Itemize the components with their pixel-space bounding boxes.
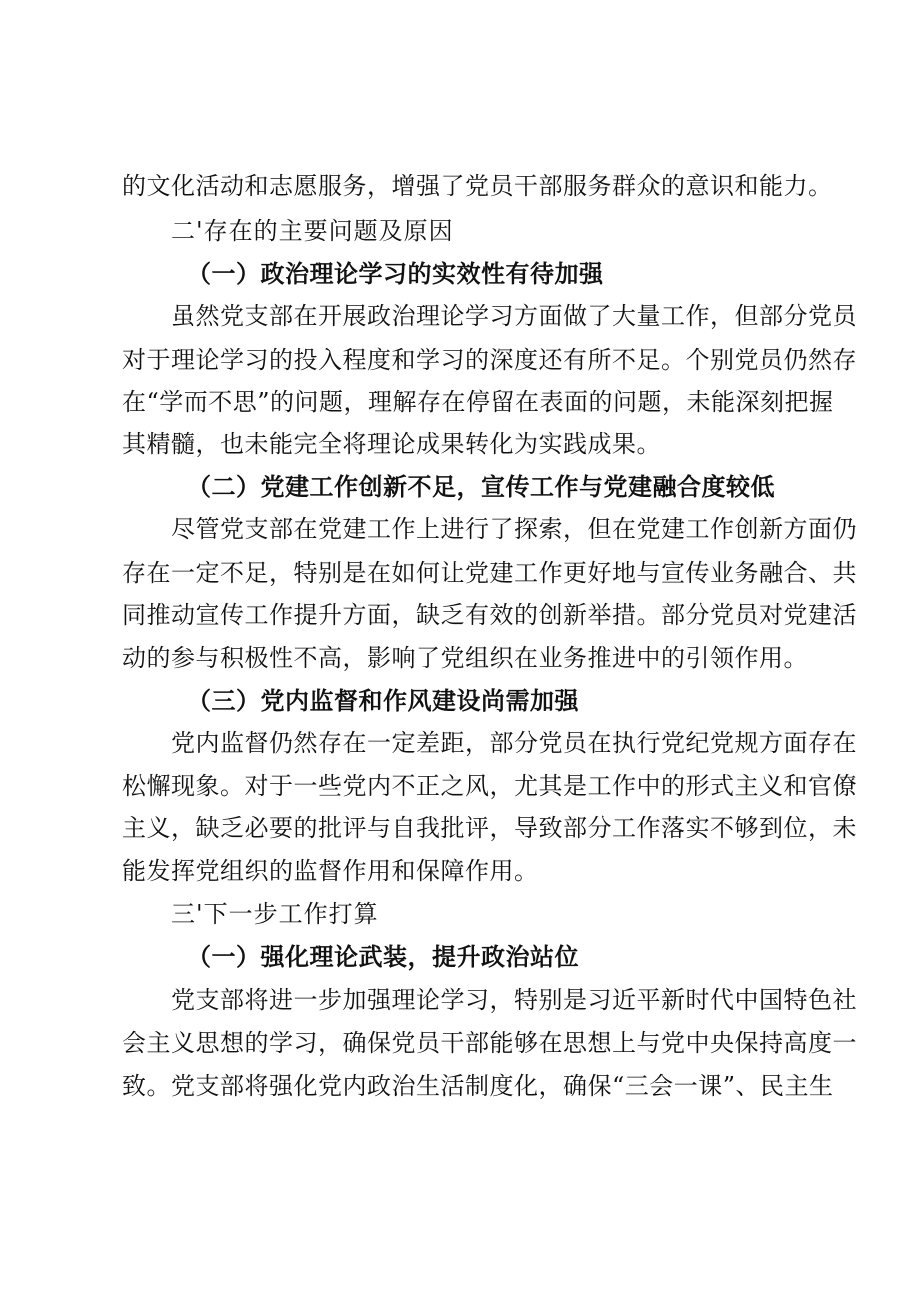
subsection-title: （三）党内监督和作风建设尚需加强 bbox=[187, 686, 579, 715]
paragraph-line: 会主义思想的学习，确保党员干部能够在思想上与党中央保持高度一 bbox=[122, 1029, 857, 1057]
subsection-title: （二）党建工作创新不足，宣传工作与党建融合度较低 bbox=[187, 472, 775, 501]
paragraph-line: 主义，缺乏必要的批评与自我批评，导致部分工作落实不够到位，未 bbox=[122, 814, 857, 842]
subsection-title: （一）强化理论武装，提升政治站位 bbox=[187, 942, 579, 971]
paragraph-line: 其精髓，也未能完全将理论成果转化为实践成果。 bbox=[122, 430, 661, 458]
section-heading: 三'下一步工作打算 bbox=[171, 900, 379, 928]
subsection-title: （一）政治理论学习的实效性有待加强 bbox=[187, 259, 604, 288]
section-heading: 二'存在的主要问题及原因 bbox=[171, 217, 454, 245]
paragraph-line: 党支部将进一步加强理论学习，特别是习近平新时代中国特色社 bbox=[171, 986, 857, 1014]
paragraph-line: 动的参与积极性不高，影响了党组织在业务推进中的引领作用。 bbox=[122, 644, 808, 672]
paragraph-line: 同推动宣传工作提升方面，缺乏有效的创新举措。部分党员对党建活 bbox=[122, 601, 857, 629]
paragraph-line: 对于理论学习的投入程度和学习的深度还有所不足。个别党员仍然存 bbox=[122, 346, 857, 374]
paragraph-line: 党内监督仍然存在一定差距，部分党员在执行党纪党规方面存在 bbox=[171, 729, 857, 757]
paragraph-line: 在“学而不思”的问题，理解存在停留在表面的问题，未能深刻把握 bbox=[122, 388, 834, 416]
paragraph-line: 存在一定不足，特别是在如何让党建工作更好地与宣传业务融合、共 bbox=[122, 559, 857, 587]
paragraph-line: 松懈现象。对于一些党内不正之风，尤其是工作中的形式主义和官僚 bbox=[122, 772, 857, 800]
paragraph-line: 尽管党支部在党建工作上进行了探索，但在党建工作创新方面仍 bbox=[171, 515, 857, 543]
paragraph-line: 致。党支部将强化党内政治生活制度化，确保“三会一课”、民主生 bbox=[122, 1072, 834, 1100]
paragraph-line: 虽然党支部在开展政治理论学习方面做了大量工作，但部分党员 bbox=[171, 302, 857, 330]
paragraph-line: 能发挥党组织的监督作用和保障作用。 bbox=[122, 857, 539, 885]
paragraph-line: 的文化活动和志愿服务，增强了党员干部服务群众的意识和能力。 bbox=[122, 172, 833, 200]
